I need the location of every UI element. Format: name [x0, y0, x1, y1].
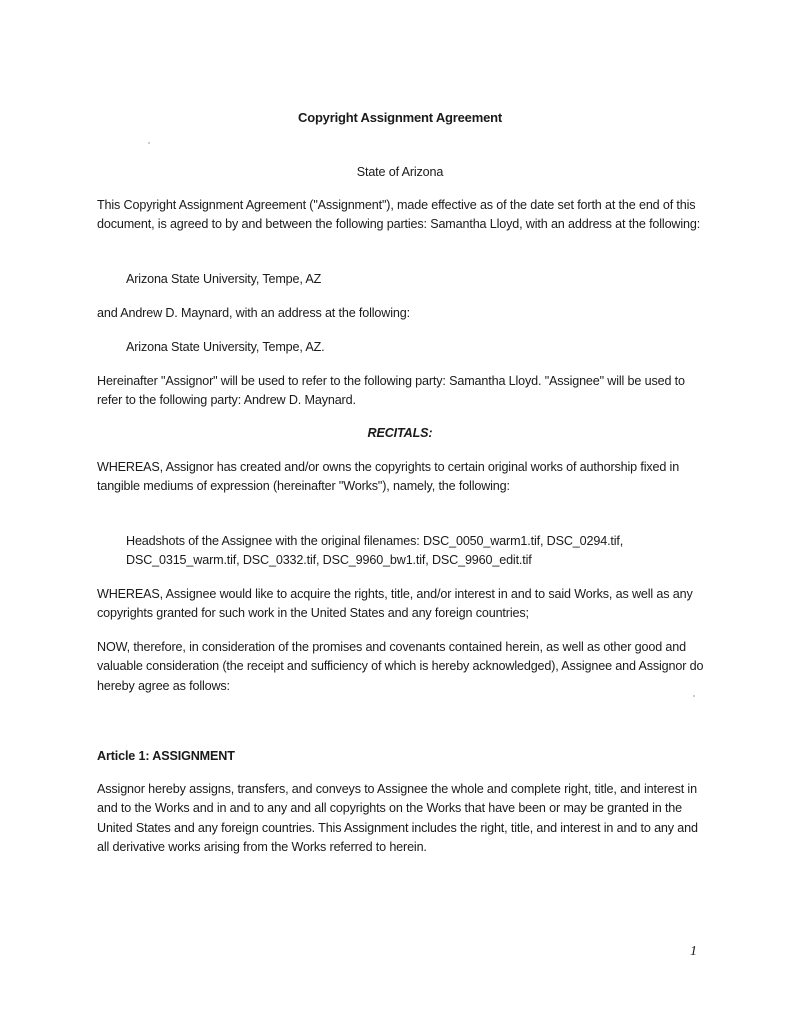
page-number: 1: [690, 944, 697, 959]
now-therefore-paragraph: NOW, therefore, in consideration of the promises and covenants contained herein, as well as other good and valuable consideration (the receipt and sufficiency of which is hereby acknowledged), Assignee and Assignor do hereby agree as follows:: [97, 640, 704, 693]
document-title: Copyright Assignment Agreement: [298, 110, 502, 125]
scan-speck: [148, 142, 150, 144]
works-list: Headshots of the Assignee with the original filenames: DSC_0050_warm1.tif, DSC_0294.tif, DSC_0315_warm.tif, DSC_0332.tif, DSC_9960_bw1.tif, DSC_9960_edit.tif: [126, 534, 624, 568]
whereas-paragraph-2: WHEREAS, Assignee would like to acquire the rights, title, and/or interest in and to said Works, as well as any copyrights granted for such work in the United States and any foreign countries;: [97, 587, 693, 621]
definitions-paragraph: Hereinafter "Assignor" will be used to refer to the following party: Samantha Lloyd. "Assignee" will be used to refer to the following party: Andrew D. Maynard.: [97, 374, 685, 408]
article-1-paragraph: Assignor hereby assigns, transfers, and conveys to Assignee the whole and complete right, title, and interest in and to the Works and in and to any and all copyrights on the Works that have been or may be granted in the United States and any foreign countries. This Assignment includes the right, title, and interest in and to any and all derivative works arising from the Works referred to herein.: [97, 782, 698, 854]
article-1-heading: Article 1: ASSIGNMENT: [97, 749, 235, 763]
scan-speck: [693, 695, 695, 697]
assignee-party-paragraph: and Andrew D. Maynard, with an address at the following:: [97, 306, 410, 320]
assignor-address: Arizona State University, Tempe, AZ: [126, 272, 322, 286]
intro-paragraph: This Copyright Assignment Agreement ("Assignment"), made effective as of the date set forth at the end of this document, is agreed to by and between the following parties: Samantha Lloyd, with an address at the following:: [97, 198, 701, 232]
state-heading: State of Arizona: [356, 165, 444, 179]
whereas-paragraph-1: WHEREAS, Assignor has created and/or owns the copyrights to certain original works of authorship fixed in tangible mediums of expression (hereinafter "Works"), namely, the following:: [97, 460, 680, 494]
assignee-address: Arizona State University, Tempe, AZ.: [126, 340, 325, 354]
recitals-heading: RECITALS:: [367, 426, 433, 440]
